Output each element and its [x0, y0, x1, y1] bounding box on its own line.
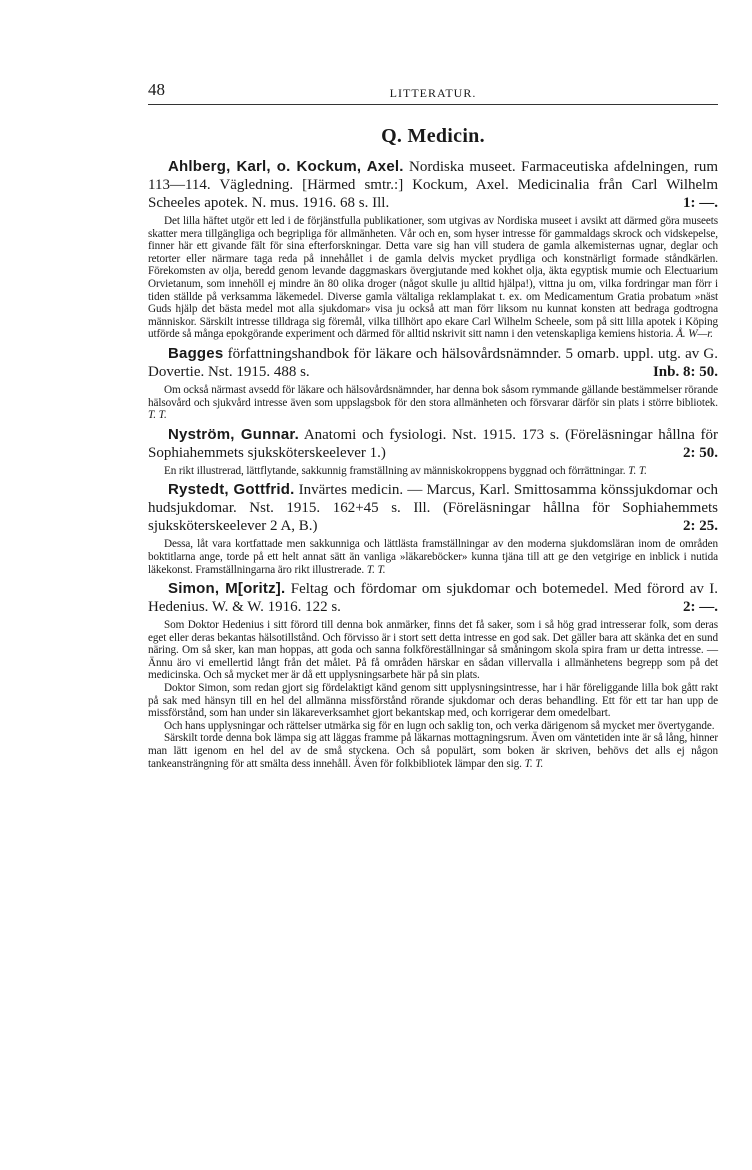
- section-title: Q. Medicin.: [381, 125, 485, 147]
- entry-author: Ahlberg, Karl, o. Kockum, Axel.: [168, 158, 404, 175]
- entry-heading: [148, 345, 718, 381]
- entry-author: Bagges: [168, 344, 224, 362]
- review-signature: T. T.: [366, 563, 386, 576]
- review-signature: T. T.: [148, 409, 167, 422]
- review-paragraph: Doktor Simon, som redan gjort sig fördelaktigt känd genom sitt upplysningsintresse, har i här föreliggande lilla bok gått rakt på sak med hänsyn till en hel del allmänna missförstånd rörande sjukdomar och deras behandling. Ett för ett tar han upp de missförstånd, som han under sin läkareverksamhet gjort bekantskap med, och korrigerar dem omedelbart.: [148, 682, 718, 720]
- entry-author: Nyström, Gunnar.: [168, 425, 299, 443]
- review-signature: T. T.: [524, 757, 544, 770]
- entry-title: Invärtes medicin. — Marcus, Karl. Smittosamma könssjukdomar och hudsjukdomar. Nst. 1915. 162+45 s. Ill. (Föreläsningar hållna för Sophiahemmets sjuksköterskeelever 2 A, B.): [148, 482, 719, 535]
- review-paragraph: [148, 732, 718, 770]
- review-text: Om också närmast avsedd för läkare och hälsovårdsnämnder, har denna bok såsom rymmande gällande bestämmelser rörande hälsovård och sjukvård intresse även som uppslagsbok för den stora allmänheten och försvarar därför sin plats i större bibliotek.: [148, 383, 718, 409]
- bibliography-entry: [148, 158, 718, 341]
- bibliography-entry: [148, 426, 718, 478]
- review-text: Det lilla häftet utgör ett led i de förjänstfulla publikationer, som utgivas av Nordiska museet i avsikt att därmed göra museets skatter mera tillgängliga och begripliga för allmänheten. Vår och en, som hyser intresse för gammaldags skrock och vidskepelse, finner här ett givande fält för sina efterforskningar. Detta vare sig han vill studera de gamla alkemisternas ugnar, deglar och retorter eller närmare taga reda på innehållet i de gamla delvis mycket prydliga och konstnärligt formade ståndkärlen. Förekomsten av olja, beredd genom levande daggmaskars övergjutande med kokhet olja, äkta egyptisk mumie och Electuarium Orvietanum, som innehöll ej mindre än 80 olika droger (något skulle ju alltid hjälpa!), vittna ju om, vilka fordringar man förr i tiden ställde på verksamma läkemedel. Diverse gamla vältaliga reklamplakat t. ex. om Medicamentum Gratia probatum »näst Guds hjälp det bästa medel mot alla sjukdomar» visa ju också att man förr liksom nu kunnat konsten att bedraga godtrogna människor. Särskilt intresse tilldraga sig föremål, vilka tillhört apo ekare Carl Wilhelm Scheele, som på sitt lilla apotek i Köping utförde så många epokgörande experiment och därmed för alltid nskrivit sitt namn i den vetenskapliga kemiens historia.: [148, 215, 718, 341]
- bibliography-entry: [148, 481, 718, 576]
- entry-author: Rystedt, Gottfrid.: [168, 481, 295, 499]
- running-title: LITTERATUR.: [389, 86, 477, 100]
- review-text: Särskilt torde denna bok lämpa sig att läggas framme på läkarnas mottagningsrum. Även om väntetiden inte är så lång, hinner man lätt igenom en hel del av de små styckena. Och så populärt, som boken är skriven, behövs det alls ej någon tankeansträngning för att smälta dess innehåll. Även för folkbibliotek lämpar den sig.: [148, 732, 718, 770]
- bibliography-entry: [148, 580, 718, 770]
- entry-title: författningshandbok för läkare och hälsovårdsnämnder. 5 omarb. uppl. utg. av G. Dovertie. Nst. 1915. 488 s.: [148, 345, 719, 380]
- entry-heading: [148, 158, 718, 212]
- review-signature: T. T.: [628, 464, 647, 477]
- review-paragraph: Och hans upplysningar och rättelser utmärka sig för en lugn och saklig ton, och verka därigenom så mycket mer övertygande.: [164, 719, 715, 732]
- page-number: 48: [148, 80, 165, 99]
- review-paragraph: Som Doktor Hedenius i sitt förord till denna bok anmärker, finns det få saker, som i så hög grad intresserar folk, som deras eget eller deras bekantas hälsotillstånd. Och förvisso är i stort sett detta intresse en god sak. Det gäller bara att skänka det en sund näring. Om så sker, kan man hoppas, att goda och sanna folkföreställningar så småningom skola spira fram ur detta intresse. — Ännu äro vi emellertid långt från det målet. På få områden härskar en sådan villervalla i allmänhetens begrepp som på det medicinska. Och så mycket mer är då ett upplysningsarbete här på sin plats.: [148, 619, 718, 682]
- page-header: [148, 80, 718, 105]
- entry-review: [148, 384, 718, 422]
- entry-price: 2: 50.: [683, 444, 718, 461]
- entry-heading: [148, 481, 718, 535]
- entry-price: Inb. 8: 50.: [652, 363, 718, 380]
- entry-review: [148, 619, 718, 770]
- entry-author: Simon, M[oritz].: [168, 580, 286, 598]
- page: [148, 80, 718, 770]
- review-text: Dessa, låt vara kortfattade men sakkunniga och lättlästa framställningar av den moderna sjukdomsläran inom de områden boktitlarna ange, torde på ett helt annat sätt än vanliga »läkareböcker» kunna tjäna till att ge den vetgirige en inblick i nutida läkekonst. Framställningarna äro rikt illustrerade.: [148, 538, 718, 576]
- entry-heading: [148, 426, 718, 462]
- entry-review: [148, 215, 718, 341]
- review-signature: Å. W—r.: [676, 328, 713, 341]
- entry-review: [148, 538, 718, 576]
- entry-title: Anatomi och fysiologi. Nst. 1915. 173 s. (Föreläsningar hållna för Sophiahemmets sjuksköterskeelever 1.): [148, 426, 718, 461]
- entry-review: [148, 465, 718, 478]
- entry-price: 2: —.: [683, 599, 718, 616]
- review-text: En rikt illustrerad, lättflytande, sakkunnig framställning av människokroppens byggnad och förrättningar.: [164, 464, 626, 477]
- entry-title: Feltag och fördomar om sjukdomar och botemedel. Med förord av I. Hedenius. W. & W. 1916. 122 s.: [148, 581, 718, 616]
- entry-title: Nordiska museet. Farmaceutiska afdelningen, rum 113—114. Vägledning. [Härmed smtr.:] Kockum, Axel. Medicinalia från Carl Wilhelm Scheeles apotek. N. mus. 1916. 68 s. Ill.: [148, 159, 719, 211]
- entry-price: 1: —.: [683, 195, 718, 211]
- bibliography-entry: [148, 345, 718, 422]
- entry-price: 2: 25.: [683, 518, 718, 535]
- entry-heading: [148, 580, 718, 616]
